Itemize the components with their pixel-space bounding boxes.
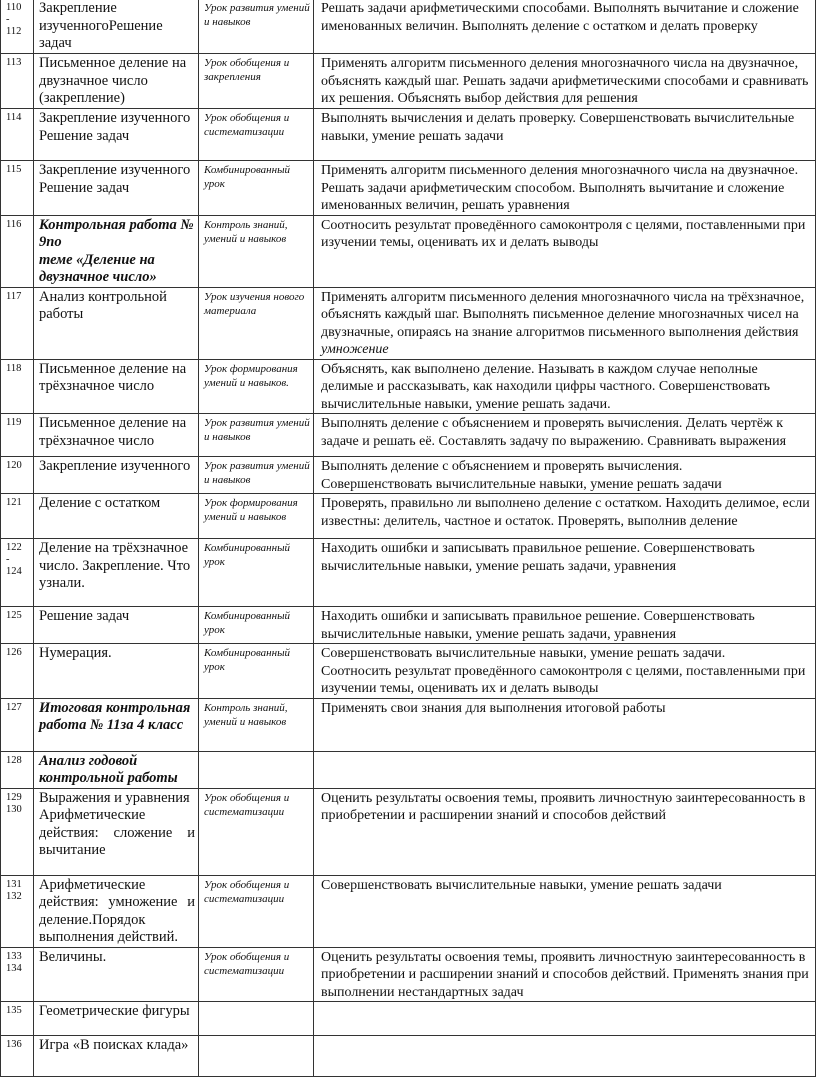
table-row [1,359,816,414]
table-row [1,875,816,947]
lesson-number: 121 [1,494,34,539]
lesson-topic: Анализ контрольной работы [34,287,199,359]
lesson-topic: Письменное деление на двузначное число (закрепление) [34,54,199,109]
lesson-number: 120 [1,457,34,494]
lesson-number: 136 [1,1036,34,1077]
lesson-activities [314,788,816,875]
lesson-topic: Закрепление изученного Решение задач [34,109,199,161]
lesson-topic: Письменное деление на трёхзначное число [34,414,199,457]
lesson-activities [314,0,816,54]
lesson-activities [314,644,816,699]
lesson-activities [314,287,816,359]
lesson-type: Урок обобщения и систематизации [199,109,314,161]
lesson-type: Комбинированный урок [199,607,314,644]
lesson-type: Комбинированный урок [199,539,314,607]
lesson-activities [314,359,816,414]
activities-text: Оценить результаты освоения темы, проявить личностную заинтересованность в приобретении и расширении знаний и способов действий [321,790,806,823]
lesson-activities [314,109,816,161]
lesson-number: 113 [1,54,34,109]
lesson-activities [314,457,816,494]
activities-text: Оценить результаты освоения темы, проявить личностную заинтересованность в приобретении и расширении знаний и способов действий. Применять знания при выполнении нестандартных задач [321,949,809,1000]
table-row [1,54,816,109]
lesson-activities [314,1002,816,1036]
lesson-type [199,1002,314,1036]
activities-text: Объяснять, как выполнено деление. Называть в каждом случае неполные делимые и рассказывать, как находили цифры частного. Совершенствовать вычислительные навыки, умение решать задачи. [321,361,771,412]
lesson-topic: Итоговая контрольная работа № 11за 4 класс [34,698,199,751]
lesson-activities [314,607,816,644]
lesson-type [199,751,314,788]
table-row [1,698,816,751]
lesson-type: Контроль знаний, умений и навыков [199,215,314,287]
lesson-type: Урок развития умений и навыков [199,457,314,494]
activities-text: Применять свои знания для выполнения итоговой работы [321,700,666,716]
table-row [1,644,816,699]
lesson-topic: Анализ годовой контрольной работы [34,751,199,788]
table-row [1,751,816,788]
activities-emphasis: умножение [321,342,389,357]
activities-text: Решать задачи арифметическими способами. Выполнять вычитание и сложение именованных величин. Выполнять деление с остатком и делать проверку [321,1,799,34]
lesson-topic: Закрепление изученного [34,457,199,494]
lesson-type: Урок обобщения и систематизации [199,788,314,875]
table-row [1,0,816,54]
lesson-type: Контроль знаний, умений и навыков [199,698,314,751]
lesson-type: Урок изучения нового материала [199,287,314,359]
lesson-topic: Закрепление изученного Решение задач [34,161,199,216]
lesson-type [199,1036,314,1077]
activities-text: Находить ошибки и записывать правильное решение. Совершенствовать вычислительные навыки, умение решать задачи, уравнения [321,541,755,574]
lesson-number: 127 [1,698,34,751]
table-row [1,287,816,359]
lesson-number: 135 [1,1002,34,1036]
lesson-activities [314,494,816,539]
table-row [1,788,816,875]
table-row [1,414,816,457]
table-row [1,947,816,1002]
lesson-number: 122 - 124 [1,539,34,607]
lesson-topic: Закрепление изученногоРешение задач [34,0,199,54]
lesson-type: Урок развития умений и навыков [199,414,314,457]
lesson-topic: Выражения и уравнения Арифметические действия: сложение и вычитание [34,788,199,875]
lesson-activities [314,1036,816,1077]
activities-text: Совершенствовать вычислительные навыки, умение решать задачи [321,877,722,893]
activities-text: Находить ошибки и записывать правильное решение. Совершенствовать вычислительные навыки, умение решать задачи, уравнения [321,609,755,642]
lesson-topic: Арифметические действия: умножение и деление.Порядок выполнения действий. [34,875,199,947]
table-row [1,109,816,161]
lesson-topic: Геометрические фигуры [34,1002,199,1036]
activities-text: Выполнять деление с объяснением и проверять вычисления. Делать чертёж к задаче и решать её. Составлять задачу по выражению. Сравнивать выражения [321,416,787,449]
activities-text: Совершенствовать вычислительные навыки, умение решать задачи. Соотносить результат проведённого самоконтроля с целями, поставленными при изучении темы, оценивать их и делать выводы [321,646,806,696]
lesson-number: 125 [1,607,34,644]
lesson-activities [314,751,816,788]
lesson-topic: Контрольная работа № 9по теме «Деление на двузначное число» [34,215,199,287]
table-row [1,494,816,539]
lesson-type: Урок обобщения и систематизации [199,875,314,947]
lesson-type: Урок обобщения и систематизации [199,947,314,1002]
lesson-activities [314,539,816,607]
lesson-activities [314,215,816,287]
lesson-activities [314,947,816,1002]
lesson-topic: Величины. [34,947,199,1002]
lesson-type: Урок обобщения и закрепления [199,54,314,109]
lesson-number: 117 [1,287,34,359]
lesson-topic: Решение задач [34,607,199,644]
lesson-activities [314,54,816,109]
lesson-number: 115 [1,161,34,216]
lesson-type: Комбинированный урок [199,161,314,216]
lesson-type: Урок формирования умений и навыков. [199,359,314,414]
table-row [1,1002,816,1036]
table-row [1,607,816,644]
lesson-topic: Письменное деление на трёхзначное число [34,359,199,414]
table-row [1,457,816,494]
lesson-number: 119 [1,414,34,457]
lesson-activities [314,875,816,947]
table-row [1,539,816,607]
lesson-number: 118 [1,359,34,414]
table-row [1,1036,816,1077]
lesson-number: 116 [1,215,34,287]
activities-text: Применять алгоритм письменного деления многозначного числа на трёхзначное, объяснять каждый шаг. Выполнять письменное деление многозначных чисел на двузначные, опираясь на знание алгоритмов письменного выполнения действия [321,289,805,340]
lesson-activities [314,698,816,751]
activities-text: Применять алгоритм письменного деления многозначного числа на двузначное, объяснять каждый шаг. Решать задачи арифметическими способами и сравнивать их решения. Объяснять выбор действия для решения [321,56,809,106]
lesson-type: Комбинированный урок [199,644,314,699]
lesson-topic: Деление на трёхзначное число. Закрепление. Что узнали. [34,539,199,607]
lesson-type: Урок формирования умений и навыков [199,494,314,539]
table-row [1,215,816,287]
activities-text: Проверять, правильно ли выполнено деление с остатком. Находить делимое, если известны: делитель, частное и остаток. Проверять, выполнив деление [321,496,810,529]
lesson-topic: Деление с остатком [34,494,199,539]
table-row [1,161,816,216]
activities-text: Выполнять вычисления и делать проверку. Совершенствовать вычислительные навыки, умение решать задачи [321,111,795,144]
lesson-number: 128 [1,751,34,788]
activities-text: Выполнять деление с объяснением и проверять вычисления. Совершенствовать вычислительные навыки, умение решать задачи [321,459,722,492]
lesson-type: Урок развития умений и навыков [199,0,314,54]
lesson-number: 133 134 [1,947,34,1002]
lesson-number: 126 [1,644,34,699]
lesson-topic: Нумерация. [34,644,199,699]
lesson-activities [314,161,816,216]
lesson-number: 131 132 [1,875,34,947]
lesson-topic: Игра «В поисках клада» [34,1036,199,1077]
activities-text: Соотносить результат проведённого самоконтроля с целями, поставленными при изучении темы, оценивать их и делать выводы [321,217,806,250]
lesson-activities [314,414,816,457]
lesson-number: 114 [1,109,34,161]
activities-text: Применять алгоритм письменного деления многозначного числа на двузначное. Решать задачи арифметическим способом. Выполнять вычитание и сложение именованных величин, решать уравнения [321,163,799,213]
lesson-number: 129 130 [1,788,34,875]
lesson-number: 110 - 112 [1,0,34,54]
